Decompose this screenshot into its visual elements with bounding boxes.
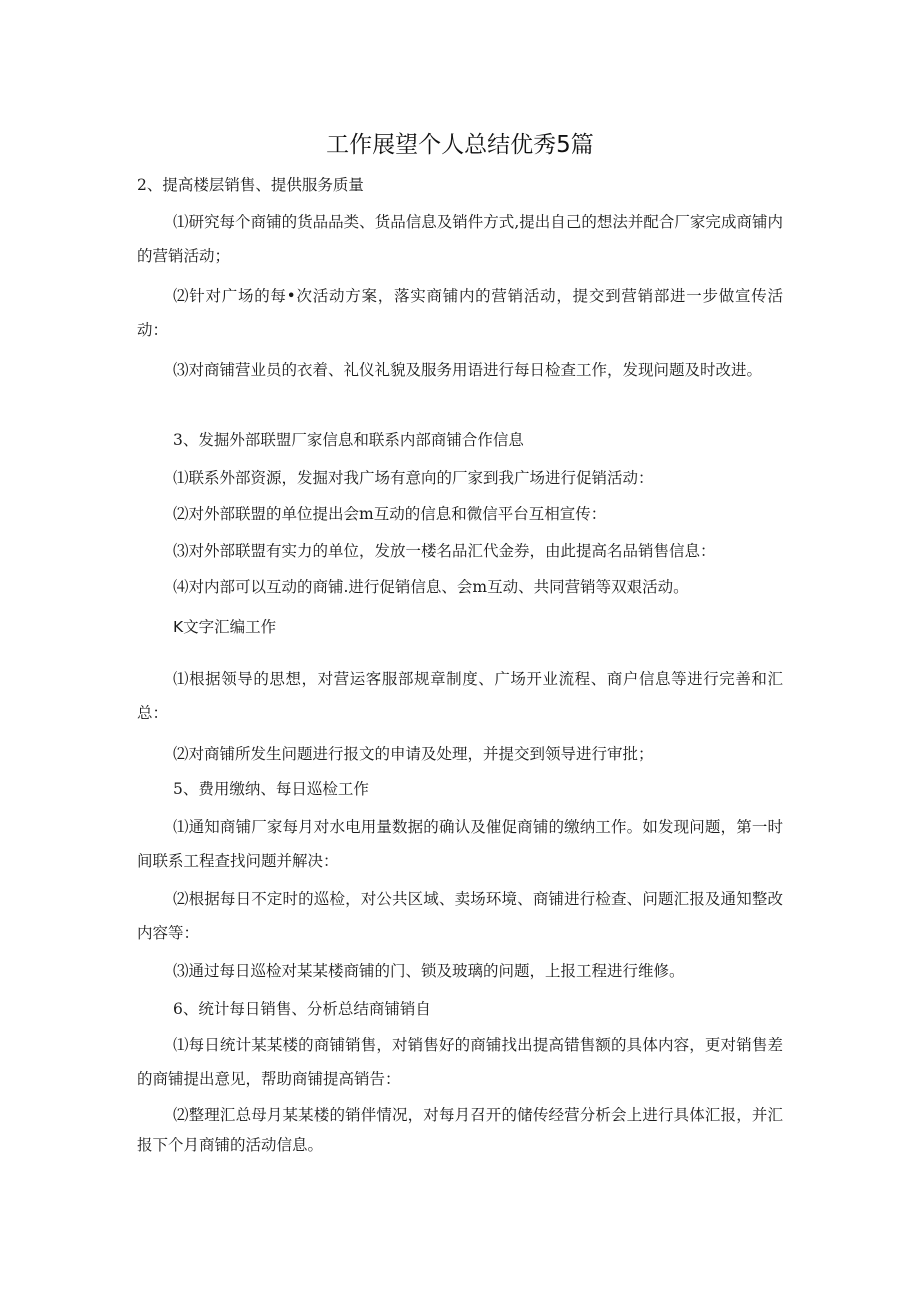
section-heading-2: 2、提高楼层销售、提供服务质量	[137, 176, 364, 194]
paragraph-6-2: ⑵整理汇总母月某某楼的销伴情况，对每月召开的储传经营分析会上进行具体汇报，并汇报下个月商铺的活动信息。	[137, 1106, 783, 1154]
paragraph-3-4: ⑷对内部可以互动的商铺.进行促销信息、会m互动、共同营销等双艰活动。	[173, 578, 689, 596]
section-heading-5: 5、费用缴纳、每日巡检工作	[173, 780, 369, 798]
paragraph-2-3: ⑶对商铺营业员的衣着、礼仪礼貌及服务用语进行每日检查工作，发现问题及时改进。	[173, 361, 763, 379]
paragraph-3-3: ⑶对外部联盟有实力的单位，发放一楼名品汇代金券，由此提高名品销售信息：	[173, 542, 716, 560]
paragraph-5-2: ⑵根据每日不定时的巡检，对公共区域、卖场环境、商铺进行检查、问题汇报及通知整改内容等：	[137, 890, 783, 942]
paragraph-5-1: ⑴通知商铺厂家每月对水电用量数据的确认及催促商铺的缴纳工作。如发现问题，第一时间联系工程查找问题并解决：	[137, 818, 783, 870]
paragraph-2-2: ⑵针对广场的每•次活动方案，落实商铺内的营销活动，提交到营销部进一步做宣传活动：	[137, 287, 783, 339]
paragraph-6-1: ⑴每日统计某某楼的商铺销售，对销售好的商铺找出提高错售额的具体内容，更对销售差的商铺提出意见，帮助商铺提高销告：	[137, 1036, 783, 1088]
paragraph-3-2: ⑵对外部联盟的单位提出会m互动的信息和微信平台互相宣传：	[173, 505, 607, 523]
paragraph-5-3: ⑶通过每日巡检对某某楼商铺的门、锁及玻璃的问题，上报工程进行维修。	[173, 962, 685, 980]
section-heading-3: 3、发掘外部联盟厂家信息和联系内部商铺合作信息	[173, 431, 524, 449]
section-heading-6: 6、统计每日销售、分析总结商铺销自	[173, 1000, 431, 1018]
paragraph-4-1: ⑴根据领导的思想，对营运客服部规章制度、广场开业流程、商户信息等进行完善和汇总：	[137, 670, 783, 722]
paragraph-3-1: ⑴联系外部资源，发掘对我广场有意向的厂家到我广场进行促销活动：	[173, 469, 654, 487]
paragraph-4-2: ⑵对商铺所发生问题进行报文的申请及处理，并提交到领导进行审批；	[173, 745, 654, 763]
section-heading-4: K文字汇编工作	[173, 618, 277, 636]
document-title: 工作展望个人总结优秀5篇	[326, 132, 594, 158]
paragraph-2-1: ⑴研究每个商铺的货品品类、货品信息及销件方式,提出自己的想法并配合厂家完成商铺内的营销活动；	[137, 213, 783, 265]
